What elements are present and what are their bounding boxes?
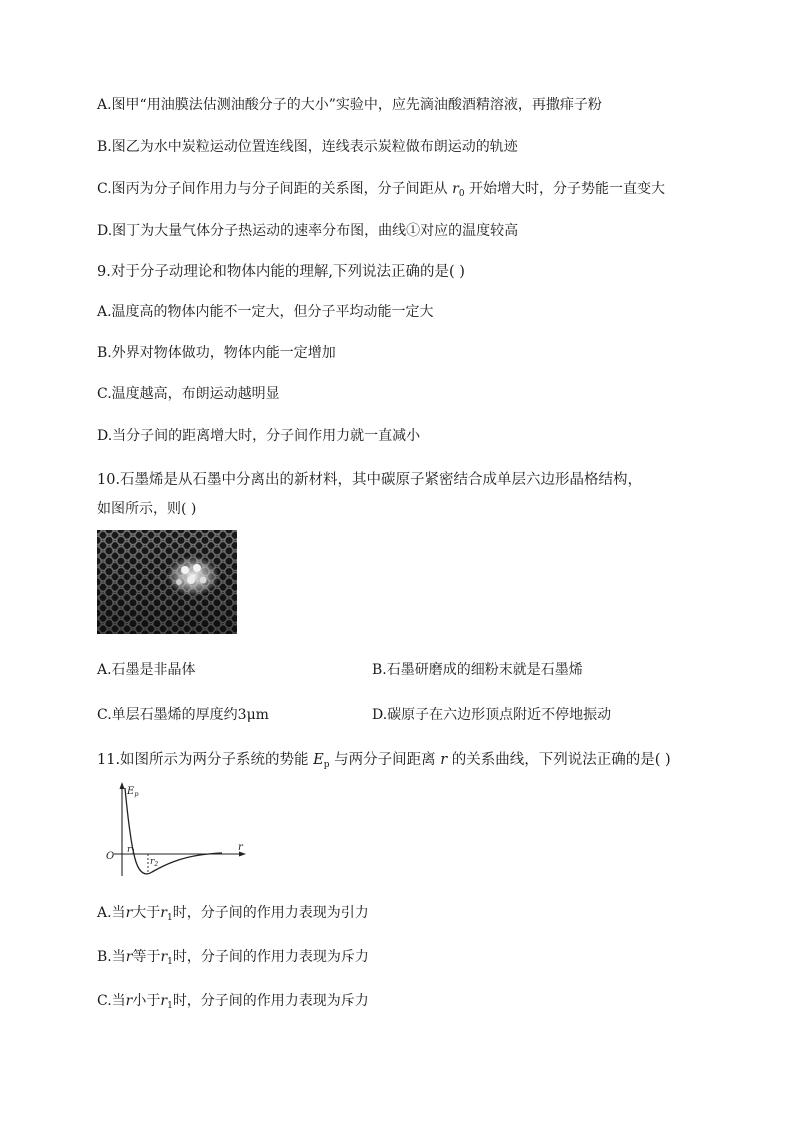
q11-a-post: 时，分子间的作用力表现为引力 [172, 905, 369, 921]
q11-option-b [97, 947, 369, 972]
q11-option-a [97, 903, 369, 928]
q10-stem-line1: 10.石墨烯是从石墨中分离出的新材料，其中碳原子紧密结合成单层六边形晶格结构， [97, 472, 643, 488]
q9-option-a: A.温度高的物体内能不一定大，但分子平均动能一定大 [97, 304, 434, 320]
q11-stem-tail: 的关系曲线，下列说法正确的是( ) [451, 752, 671, 768]
q10-option-c-text: C.单层石墨烯的厚度约 [97, 707, 238, 723]
q8-option-c [97, 179, 665, 204]
q11-b-ref-sub: 1 [167, 957, 173, 967]
q10-stem-line2: 如图所示，则( ) [97, 501, 197, 517]
q9-option-d: D.当分子间的距离增大时，分子间作用力就一直减小 [97, 428, 421, 444]
q11-b-var: r [125, 949, 133, 965]
q11-stem-mid: 与两分子间距离 [334, 752, 436, 768]
q10-option-c [97, 705, 269, 725]
q11-b-pre: B.当 [97, 949, 126, 965]
q10-option-d: D.碳原子在六边形顶点附近不停地振动 [372, 707, 612, 723]
q11-a-pre: A.当 [97, 905, 126, 921]
q9-option-b: B.外界对物体做功，物体内能一定增加 [97, 345, 336, 361]
q8-option-d: D.图丁为大量气体分子热运动的速率分布图，曲线①对应的温度较高 [97, 223, 519, 239]
q8-option-a: A.图甲“用油膜法估测油酸分子的大小”实验中，应先滴油酸酒精溶液，再撒痱子粉 [97, 97, 602, 113]
q8-option-c-var: r [452, 181, 459, 197]
q10-option-c-value: 3μm [237, 707, 269, 723]
q10-option-b: B.石墨研磨成的细粉末就是石墨烯 [372, 662, 583, 678]
q10-option-a: A.石墨是非晶体 [97, 662, 196, 678]
y-axis-label: $E_p$ [127, 786, 139, 798]
q11-c-ref-sub: 1 [167, 1001, 173, 1011]
q11-a-var: r [125, 905, 133, 921]
q8-option-c-tail: 开始增大时，分子势能一直变大 [469, 181, 666, 197]
q11-b-post: 时，分子间的作用力表现为斥力 [172, 949, 369, 965]
q11-stem-r: r [440, 752, 448, 768]
ep-r-graph [100, 780, 250, 878]
y-axis-arrow [120, 782, 125, 789]
q11-stem-ep: E [313, 752, 324, 768]
q11-c-var: r [125, 993, 133, 1009]
q11-c-post: 时，分子间的作用力表现为斥力 [172, 993, 369, 1009]
q8-option-b: B.图乙为水中炭粒运动位置连线图，连线表示炭粒做布朗运动的轨迹 [97, 139, 518, 155]
q11-c-ref: r [160, 993, 168, 1009]
q11-a-ref: r [160, 905, 167, 921]
q11-option-c [97, 991, 369, 1016]
q11-b-mid: 等于 [132, 949, 161, 965]
r1-label: $r_1$ [127, 845, 136, 856]
q11-stem-text: 11.如图所示为两分子系统的势能 [97, 752, 309, 768]
q8-option-c-text: C.图丙为分子间作用力与分子间距的关系图，分子间距从 [97, 181, 448, 197]
q11-c-pre: C.当 [97, 993, 126, 1009]
q11-b-ref: r [160, 949, 168, 965]
q8-option-c-sub: 0 [458, 189, 465, 199]
q11-a-mid: 大于 [132, 905, 161, 921]
q11-c-mid: 小于 [132, 993, 161, 1009]
q11-stem-ep-sub: p [323, 760, 330, 770]
q9-option-c: C.温度越高，布朗运动越明显 [97, 386, 280, 402]
q9-stem: 9.对于分子动理论和物体内能的理解,下列说法正确的是( ) [97, 264, 465, 280]
q11-stem [97, 750, 671, 775]
q11-a-ref-sub: 1 [166, 913, 173, 923]
graphene-lattice-image [97, 530, 237, 634]
x-axis-label: r [238, 842, 243, 853]
r2-label: $r_2$ [150, 857, 159, 868]
ep-curve [125, 788, 222, 874]
origin-label: O [106, 851, 115, 862]
